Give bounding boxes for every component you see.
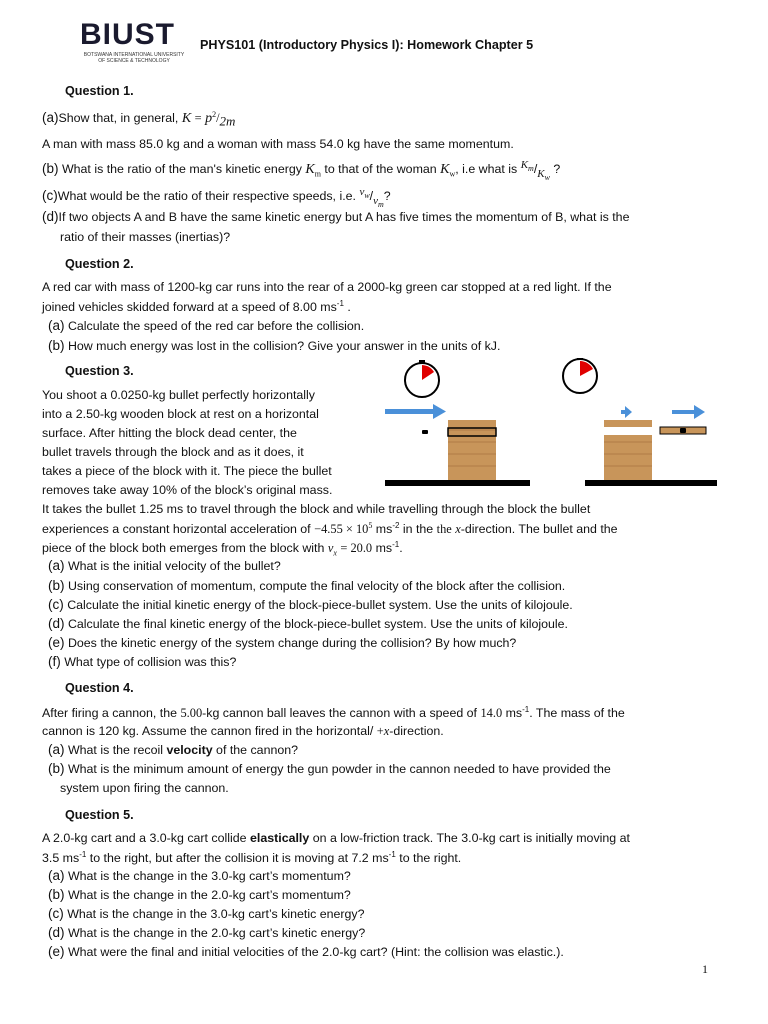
q4-part-a: (a) What is the recoil velocity of the cannon? bbox=[48, 742, 299, 757]
bullet-before bbox=[422, 430, 428, 434]
logo-wordmark: BIUST bbox=[80, 18, 175, 51]
page-number: 1 bbox=[702, 962, 708, 976]
q3-part-f: (f) What type of collision was this? bbox=[48, 654, 237, 669]
q3-heading: Question 3. bbox=[65, 364, 134, 378]
q5-part-e: (e) What were the final and initial velocities of the 2.0-kg cart? (Hint: the collision was elastic.). bbox=[48, 944, 564, 959]
q4-part-b: (b) What is the minimum amount of energy the gun powder in the cannon needed to have provided the bbox=[48, 761, 611, 776]
q3-line-9: piece of the block both emerges from the block with $v_x = 20.0$ $ms^{-1}$. bbox=[42, 540, 403, 558]
q2-part-a: (a) Calculate the speed of the red car before the collision. bbox=[48, 318, 365, 333]
document-title: PHYS101 (Introductory Physics I): Homework Chapter 5 bbox=[200, 38, 534, 52]
q1-heading: Question 1. bbox=[65, 84, 134, 98]
q3-part-b: (b) Using conservation of momentum, compute the final velocity of the block after the collision. bbox=[48, 578, 566, 593]
q5-part-b: (b) What is the change in the 2.0-kg cart’s momentum? bbox=[48, 887, 351, 902]
q3-line-8: experiences a constant horizontal acceleration of $-4.55 \times 10^5$ $ms^{-2}$ in the the x-direction. The bullet and the bbox=[42, 521, 618, 537]
q4-para-1: After firing a cannon, the 5.00-kg cannon ball leaves the cannon with a speed of 14.0 $ms^{-1}$. The mass of the bbox=[42, 705, 625, 721]
wood-block-before bbox=[448, 420, 496, 480]
q5-para-2: 3.5 $ms^{-1}$ to the right, but after the collision it is moving at 7.2 $ms^{-1}$ to the right. bbox=[42, 850, 462, 866]
q2-para-2: joined vehicles skidded forward at a speed of 8.00 $ms^{-1}$ . bbox=[42, 299, 351, 315]
q1-intro: A man with mass 85.0 kg and a woman with mass 54.0 kg have the same momentum. bbox=[42, 137, 514, 151]
q4-part-b-cont: system upon firing the cannon. bbox=[60, 781, 229, 795]
q4-heading: Question 4. bbox=[65, 681, 134, 695]
q3-part-a: (a) What is the initial velocity of the bullet? bbox=[48, 558, 281, 573]
q5-heading: Question 5. bbox=[65, 808, 134, 822]
q1-part-b: (b) What is the ratio of the man's kinetic energy $K_m$ to that of the woman $K_w$, i.e what is $^{K_m}/_{K_w}$ ? bbox=[42, 159, 561, 182]
q3-line-2: into a 2.50-kg wooden block at rest on a horizontal bbox=[42, 407, 319, 421]
q3-line-1: You shoot a 0.0250-kg bullet perfectly horizontally bbox=[42, 388, 315, 402]
q5-part-c: (c) What is the change in the 3.0-kg cart’s kinetic energy? bbox=[48, 906, 365, 921]
q3-line-3: surface. After hitting the block dead center, the bbox=[42, 426, 297, 440]
q2-part-b: (b) How much energy was lost in the collision? Give your answer in the units of kJ. bbox=[48, 338, 501, 353]
q5-para-1: A 2.0-kg cart and a 3.0-kg cart collide elastically on a low-friction track. The 3.0-kg cart is initially moving at bbox=[42, 831, 630, 845]
clock-after-icon bbox=[563, 358, 597, 393]
q3-part-d: (d) Calculate the final kinetic energy of the block-piece-bullet system. Use the units of kilojoule. bbox=[48, 616, 568, 631]
q5-part-d: (d) What is the change in the 2.0-kg cart’s kinetic energy? bbox=[48, 925, 366, 940]
arrow-block-after-icon bbox=[621, 406, 632, 418]
q2-heading: Question 2. bbox=[65, 257, 134, 271]
q1-part-d: (d)If two objects A and B have the same kinetic energy but A has five times the momentum of B, what is the bbox=[42, 209, 630, 224]
ground-left bbox=[385, 480, 530, 486]
q3-part-e: (e) Does the kinetic energy of the system change during the collision? By how much? bbox=[48, 635, 517, 650]
university-logo bbox=[80, 18, 195, 80]
q3-part-c: (c) Calculate the initial kinetic energy of the block-piece-bullet system. Use the units of kilojoule. bbox=[48, 597, 573, 612]
arrow-bullet-before-icon bbox=[385, 404, 446, 419]
q1-part-c: (c)What would be the ratio of their respective speeds, i.e. $^{v_w}/_{v_m}$? bbox=[42, 186, 391, 209]
q2-para-1: A red car with mass of 1200-kg car runs into the rear of a 2000-kg green car stopped at a red light. If the bbox=[42, 280, 612, 294]
q3-line-4: bullet travels through the block and as it does, it bbox=[42, 445, 304, 459]
logo-subtitle-1: BOTSWANA INTERNATIONAL UNIVERSITY bbox=[83, 52, 185, 58]
q1-part-a: (a)Show that, in general, $K = p^2/_{2m}$ bbox=[42, 110, 236, 129]
q3-line-7: It takes the bullet 1.25 ms to travel through the block and while travelling through the block the bullet bbox=[42, 502, 591, 516]
ground-right bbox=[585, 480, 717, 486]
q1-part-d-cont: ratio of their masses (inertias)? bbox=[60, 230, 231, 244]
q3-line-6: removes take away 10% of the block’s original mass. bbox=[42, 483, 333, 497]
clock-before-icon bbox=[405, 360, 439, 397]
q3-line-5: takes a piece of the block with it. The piece the bullet bbox=[42, 464, 332, 478]
bullet-block-diagram bbox=[380, 358, 720, 498]
wood-block-after bbox=[604, 420, 652, 480]
block-piece-with-bullet bbox=[660, 427, 706, 434]
q5-part-a: (a) What is the change in the 3.0-kg cart’s momentum? bbox=[48, 868, 351, 883]
arrow-bullet-after-icon bbox=[672, 405, 705, 419]
logo-subtitle-2: OF SCIENCE & TECHNOLOGY bbox=[98, 58, 170, 64]
q4-para-2: cannon is 120 kg. Assume the cannon fired in the horizontal/ +x-direction. bbox=[42, 724, 444, 738]
